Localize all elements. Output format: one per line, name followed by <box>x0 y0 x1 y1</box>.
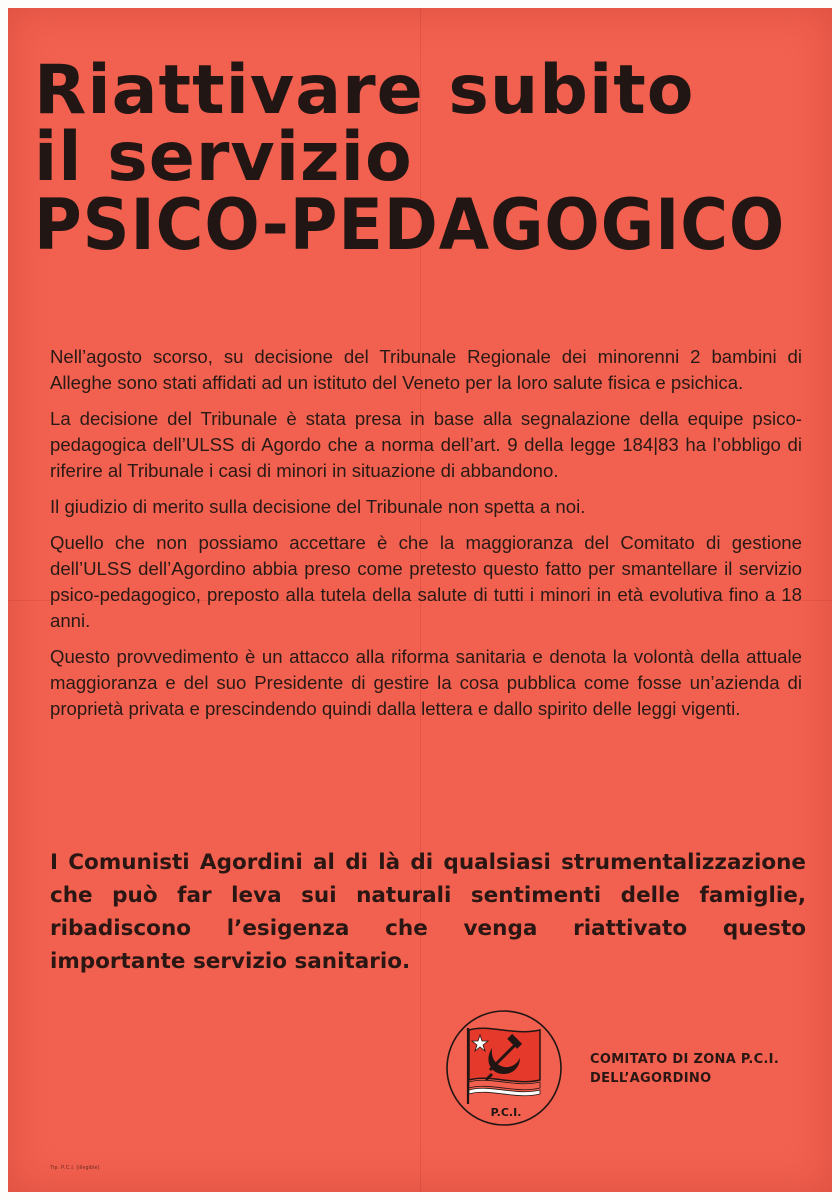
printer-note: Tip. P.C.I. (illegible) <box>50 1165 100 1171</box>
headline-line-2: il servizio <box>34 117 413 197</box>
pci-emblem-icon <box>444 1008 564 1128</box>
paragraph: Nell’agosto scorso, su decisione del Tribunale Regionale dei minorenni 2 bambini di Alleghe sono stati affidati ad un istituto del Veneto per la loro salute fisica e psichica. <box>50 346 802 393</box>
body-text <box>50 344 802 732</box>
headline <box>34 51 824 267</box>
headline-line-1: Riattivare subito <box>34 51 695 130</box>
poster <box>8 8 832 1192</box>
signature <box>590 1050 779 1088</box>
paragraph: La decisione del Tribunale è stata presa in base alla segnalazione della equipe psico-pedagogica dell’ULSS di Agordo che a norma dell’art. 9 della legge 184|83 ha l’obbligo di riferire al Tribunale i casi di minori in situazione di abbandono. <box>50 408 802 481</box>
headline-line-3: PSICO-PEDAGOGICO <box>34 184 786 267</box>
emblem-label: P.C.I. <box>490 1106 522 1119</box>
paragraph: Quello che non possiamo accettare è che la maggioranza del Comitato di gestione dell’ULSS dell’Agordino abbia preso come pretesto questo fatto per smantellare il servizio psico-pedagogico, preposto alla tutela della salute di tutti i minori in età evolutiva fino a 18 anni. <box>50 532 802 631</box>
signature-line-1: COMITATO DI ZONA P.C.I. <box>590 1052 780 1067</box>
signature-line-2: DELL’AGORDINO <box>590 1071 712 1086</box>
paragraph: Questo provvedimento è un attacco alla riforma sanitaria e denota la volontà della attuale maggioranza e del suo Presidente di gestire la cosa pubblica come fosse un’azienda di proprietà privata e prescindendo quindi dalla lettera e dallo spirito delle leggi vigenti. <box>50 646 802 719</box>
paragraph: Il giudizio di merito sulla decisione del Tribunale non spetta a noi. <box>50 496 586 517</box>
appeal-statement: I Comunisti Agordini al di là di qualsiasi strumentalizzazione che può far leva sui naturali sentimenti delle famiglie, ribadiscono l’esigenza che venga riattivato questo importante servizio sanitario. <box>50 850 806 974</box>
